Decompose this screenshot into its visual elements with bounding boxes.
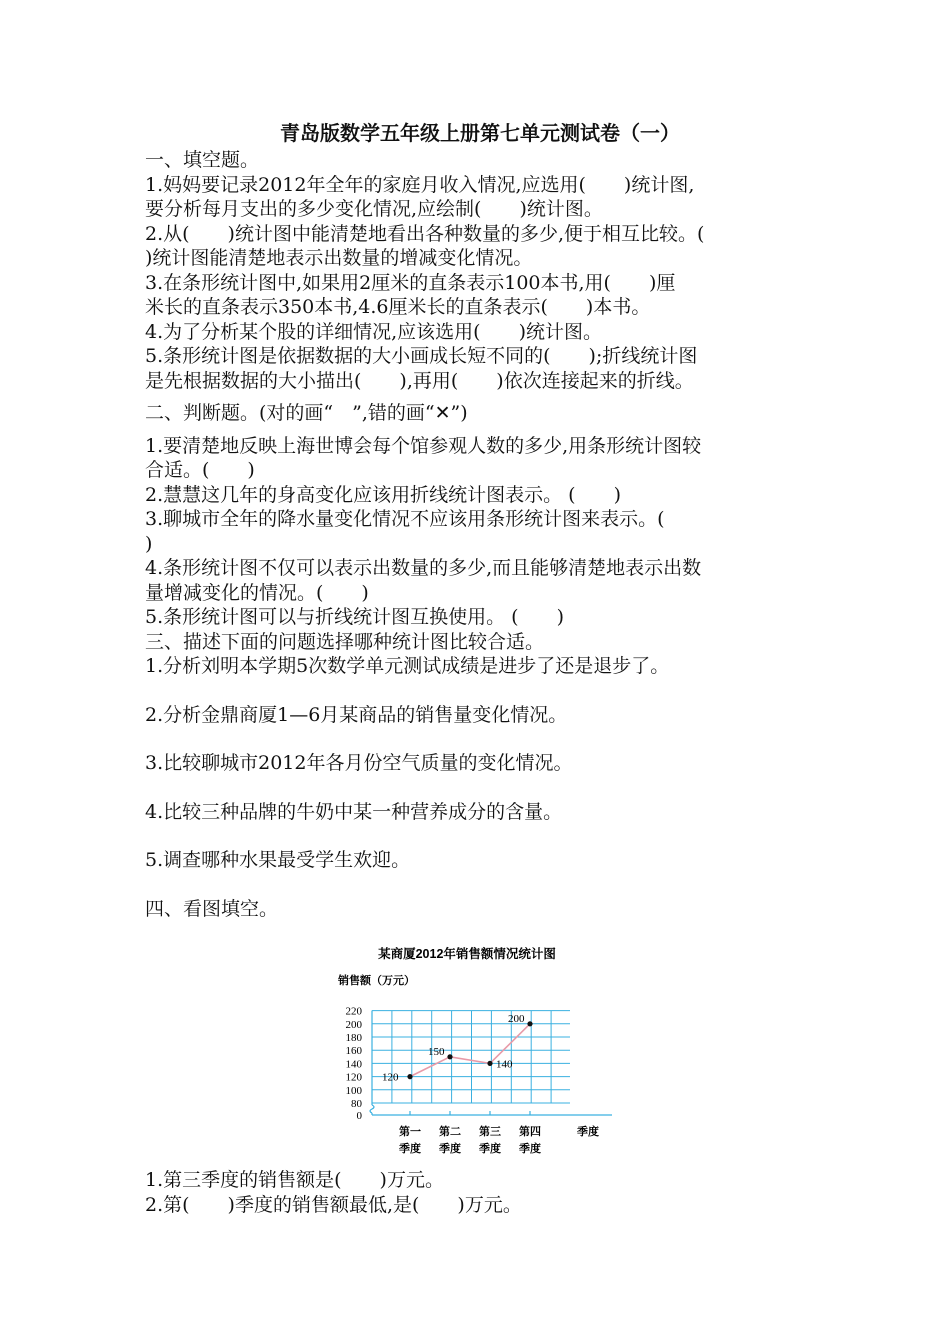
x-tick-label: 季度 xyxy=(439,1143,461,1155)
question-line: 量增减变化的情况。( ) xyxy=(145,581,369,604)
question-line: ) xyxy=(145,532,153,555)
question-line: 2.第( )季度的销售额最低,是( )万元。 xyxy=(145,1193,522,1216)
x-tick-label: 第一 xyxy=(399,1126,421,1138)
x-axis-label: 季度 xyxy=(577,1126,599,1138)
chart-title: 某商厦2012年销售额情况统计图 xyxy=(378,947,556,961)
data-label: 120 xyxy=(382,1071,399,1084)
y-tick-label: 0 xyxy=(356,1110,362,1122)
question-line: 要分析每月支出的多少变化情况,应绘制( )统计图。 xyxy=(145,198,603,220)
data-point xyxy=(447,1054,452,1059)
chart-labels xyxy=(346,1006,600,1155)
chart-svg xyxy=(330,942,620,1157)
y-tick-label: 220 xyxy=(345,1005,362,1018)
section4-questions xyxy=(145,1168,815,1217)
question-line: 2.分析金鼎商厦1—6月某商品的销售量变化情况。 xyxy=(145,703,568,726)
x-tick-label: 第四 xyxy=(519,1126,541,1138)
question-line: 5.条形统计图可以与折线统计图互换使用。 ( ) xyxy=(145,606,564,628)
question-line: 2.从( )统计图中能清楚地看出各种数量的多少,便于相互比较。( xyxy=(145,222,705,245)
y-tick-label: 80 xyxy=(351,1098,362,1110)
y-tick-label: 100 xyxy=(345,1084,362,1097)
question-line: 是先根据数据的大小描出( ),再用( )依次连接起来的折线。 xyxy=(145,369,694,392)
y-tick-label: 180 xyxy=(345,1032,362,1044)
data-point xyxy=(407,1074,412,1079)
question-line: 3.比较聊城市2012年各月份空气质量的变化情况。 xyxy=(145,752,573,774)
section3-heading: 三、描述下面的问题选择哪种统计图比较合适。 xyxy=(145,630,545,653)
data-point xyxy=(527,1021,532,1026)
axis-break xyxy=(370,1105,374,1113)
section1-list xyxy=(145,173,815,394)
section1-heading: 一、填空题。 xyxy=(145,149,260,171)
question-line: 1.要清楚地反映上海世博会每个馆参观人数的多少,用条形统计图较 xyxy=(145,434,702,457)
document-body xyxy=(145,118,815,921)
data-label: 140 xyxy=(496,1058,513,1071)
section3-list xyxy=(145,654,815,897)
section2-heading: 二、判断题。(对的画“ ”,错的画“✕”) xyxy=(145,402,468,424)
y-tick-label: 160 xyxy=(345,1045,362,1058)
question-line: 4.条形统计图不仅可以表示出数量的多少,而且能够清楚地表示出数 xyxy=(145,557,702,579)
question-line: 5.调查哪种水果最受学生欢迎。 xyxy=(145,849,411,871)
question-line: 4.为了分析某个股的详细情况,应该选用( )统计图。 xyxy=(145,320,602,343)
question-line: 3.在条形统计图中,如果用2厘米的直条表示100本书,用( )厘 xyxy=(145,271,676,294)
x-tick-label: 季度 xyxy=(519,1143,541,1155)
x-tick-label: 第三 xyxy=(479,1126,501,1138)
chart-ylabel: 销售额（万元） xyxy=(338,975,415,987)
x-tick-label: 第二 xyxy=(439,1126,461,1138)
question-line: 米长的直条表示350本书,4.6厘米长的直条表示( )本书。 xyxy=(145,296,651,318)
question-line: 2.慧慧这几年的身高变化应该用折线统计图表示。 ( ) xyxy=(145,483,621,506)
page-title: 青岛版数学五年级上册第七单元测试卷（一） xyxy=(280,121,680,145)
question-line: 4.比较三种品牌的牛奶中某一种营养成分的含量。 xyxy=(145,800,563,823)
data-point xyxy=(487,1061,492,1066)
y-tick-label: 200 xyxy=(345,1018,362,1031)
section4-heading: 四、看图填空。 xyxy=(145,897,279,920)
question-line: 1.分析刘明本学期5次数学单元测试成绩是进步了还是退步了。 xyxy=(145,655,670,677)
question-line: 1.妈妈要记录2012年全年的家庭月收入情况,应选用( )统计图, xyxy=(145,173,695,196)
data-label: 150 xyxy=(428,1045,445,1058)
y-tick-label: 140 xyxy=(345,1058,362,1071)
x-tick-label: 季度 xyxy=(399,1143,421,1155)
question-line: 5.条形统计图是依据数据的大小画成长短不同的( );折线统计图 xyxy=(145,345,698,367)
question-line: )统计图能清楚地表示出数量的增减变化情况。 xyxy=(145,247,533,269)
question-line: 3.聊城市全年的降水量变化情况不应该用条形统计图来表示。( xyxy=(145,508,665,530)
section2-list xyxy=(145,434,815,630)
x-tick-label: 季度 xyxy=(479,1143,501,1155)
question-line: 合适。( ) xyxy=(145,459,255,481)
data-label: 200 xyxy=(508,1012,525,1025)
y-tick-label: 120 xyxy=(345,1071,362,1084)
chart-grid xyxy=(372,1011,570,1103)
sales-line-chart xyxy=(330,942,620,1157)
question-line: 1.第三季度的销售额是( )万元。 xyxy=(145,1169,444,1191)
